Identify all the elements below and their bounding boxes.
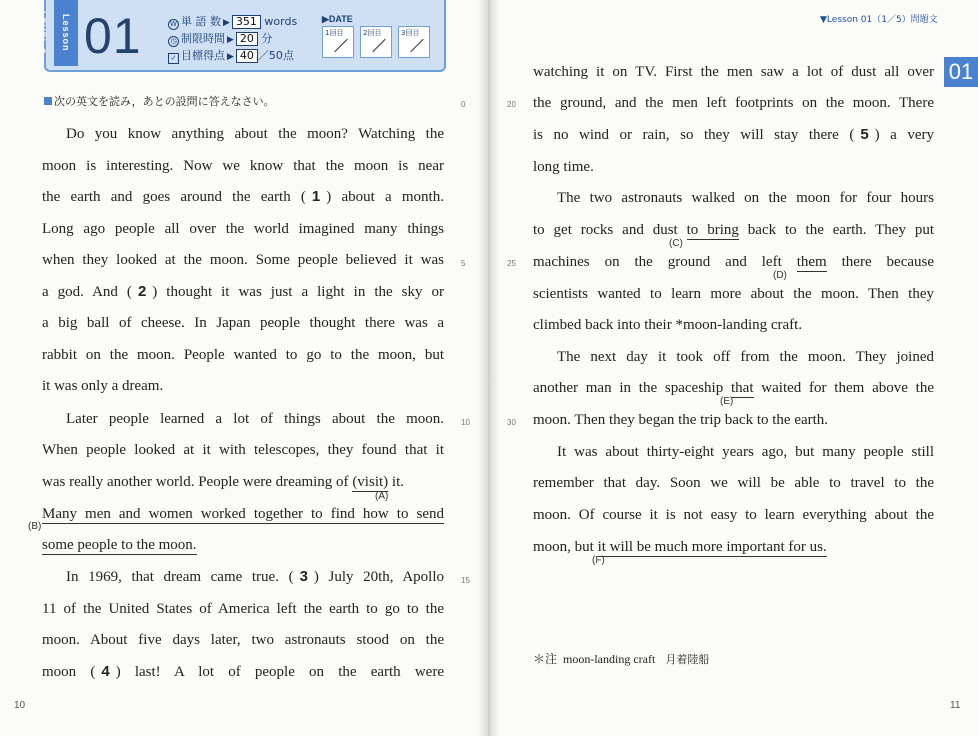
text-line bbox=[533, 537, 934, 557]
underlined-f[interactable]: it will be much more important for us. bbox=[597, 539, 827, 555]
text-line: Long ago people all over the world imagined many things bbox=[42, 221, 444, 237]
clock-icon: ◷ bbox=[168, 36, 179, 47]
arrow-right-icon: ▶ bbox=[227, 52, 234, 62]
score-label: 目標得点 bbox=[181, 49, 225, 62]
arrow-right-icon: ▶ bbox=[223, 18, 230, 28]
underlined-d[interactable]: them bbox=[796, 254, 827, 270]
text-line: climbed back into their *moon-landing craft. bbox=[533, 317, 803, 333]
text-line: 11 of the United States of America left the earth to go to the bbox=[42, 601, 444, 617]
lesson-level-tab: Lesson LEVEL 3 bbox=[54, 0, 78, 66]
arrow-right-icon: ▶ bbox=[227, 35, 234, 45]
text-segment: waited for them above the bbox=[761, 380, 934, 396]
footnote-translation: 月着陸船 bbox=[665, 653, 710, 666]
mark-a: (A) bbox=[375, 491, 389, 502]
date-box-label: 2回目 bbox=[363, 29, 382, 37]
date-label: ▶DATE bbox=[322, 14, 353, 24]
line-number: 25 bbox=[507, 259, 516, 268]
text-segment: ) last! A lot of people on the earth were bbox=[115, 664, 444, 680]
text-segment: the earth and goes around the earth ( bbox=[42, 189, 306, 205]
text-line bbox=[533, 252, 934, 272]
text-segment: ) a very bbox=[874, 127, 934, 143]
text-line bbox=[42, 535, 444, 555]
blank-3[interactable]: 3 bbox=[299, 568, 308, 585]
text-line: when they looked at the moon. Some people believed it was bbox=[42, 252, 444, 268]
text-segment: was really another world. People were dreaming of bbox=[42, 474, 349, 490]
underlined-b-cont[interactable]: some people to the moon. bbox=[42, 537, 197, 553]
book-gutter bbox=[478, 0, 500, 736]
text-segment: machines on the ground and left bbox=[533, 254, 782, 270]
text-line: remember that day. Soon we will be able to travel to the bbox=[533, 475, 934, 491]
underlined-c[interactable]: to bring bbox=[686, 222, 739, 238]
text-segment: back to the earth. They put bbox=[747, 222, 935, 238]
date-box-3[interactable] bbox=[398, 26, 430, 58]
text-line: Later people learned a lot of things about the moon. bbox=[66, 411, 444, 427]
checkbox-icon: ✓ bbox=[168, 53, 179, 64]
line-number: 30 bbox=[507, 418, 516, 427]
lesson-number: 01 bbox=[84, 8, 142, 64]
text-line bbox=[66, 567, 444, 587]
blank-4[interactable]: 4 bbox=[101, 663, 110, 680]
slash-mark bbox=[372, 39, 385, 52]
page-number-right: 11 bbox=[950, 700, 961, 711]
text-segment: is no wind or rain, so they will stay there ( bbox=[533, 127, 855, 143]
line-number: 20 bbox=[507, 100, 516, 109]
text-line bbox=[42, 662, 444, 682]
text-line: moon is interesting. Now we know that the moon is near bbox=[42, 158, 444, 174]
underlined-a[interactable]: (visit) bbox=[352, 474, 389, 490]
text-line: scientists wanted to learn more about the moon. Then they bbox=[533, 286, 934, 302]
slash-mark bbox=[410, 39, 423, 52]
text-segment: there because bbox=[841, 254, 934, 270]
underlined-b[interactable]: Many men and women worked together to find how to send bbox=[42, 506, 444, 522]
text-segment: a god. And ( bbox=[42, 284, 132, 300]
text-segment: ) thought it was just a light in the sky or bbox=[152, 284, 444, 300]
text-segment: In 1969, that dream came true. ( bbox=[66, 569, 294, 585]
date-box-label: 1回目 bbox=[325, 29, 344, 37]
text-line bbox=[533, 220, 934, 240]
lesson-side-tab: 01 bbox=[944, 57, 978, 87]
text-line: watching it on TV. First the men saw a lot of dust all over bbox=[533, 64, 934, 80]
text-line: the ground, and the men left footprints on the moon. There bbox=[533, 95, 934, 111]
page-number-left: 10 bbox=[14, 700, 26, 711]
time-label: 制限時間 bbox=[181, 32, 225, 45]
date-box-1[interactable] bbox=[322, 26, 354, 58]
text-line: a big ball of cheese. In Japan people thought there was a bbox=[42, 315, 444, 331]
footnote-mark: ＊注 bbox=[533, 652, 558, 666]
time-limit-row bbox=[168, 31, 272, 47]
text-segment: it. bbox=[391, 474, 404, 490]
running-head: ▼Lesson 01（1／5）問題文 bbox=[820, 15, 938, 25]
text-line: long time. bbox=[533, 159, 594, 175]
time-unit: 分 bbox=[261, 32, 273, 45]
mark-d: (D) bbox=[773, 270, 787, 281]
blank-1[interactable]: 1 bbox=[311, 188, 321, 205]
text-line: It was about thirty-eight years ago, but many people still bbox=[557, 444, 934, 460]
word-count-unit: words bbox=[264, 15, 298, 28]
text-line: moon. Of course it is not easy to learn everything about the bbox=[533, 507, 934, 523]
text-line: rabbit on the moon. People wanted to go to the moon, but bbox=[42, 347, 444, 363]
word-count-value: 351 bbox=[232, 15, 261, 29]
text-line bbox=[42, 504, 444, 524]
text-line: moon. Then they began the trip back to the earth. bbox=[533, 412, 829, 428]
square-bullet-icon bbox=[44, 97, 52, 105]
text-line: The two astronauts walked on the moon for four hours bbox=[557, 190, 934, 206]
date-box-label: 3回目 bbox=[401, 29, 420, 37]
line-number: 10 bbox=[461, 418, 470, 427]
text-segment: ) July 20th, Apollo bbox=[313, 569, 445, 585]
text-line: moon. About five days later, two astronauts stood on the bbox=[42, 632, 444, 648]
mark-b: (B) bbox=[28, 521, 42, 532]
mark-c: (C) bbox=[669, 238, 683, 249]
instruction-label: 次の英文を読み，あとの設問に答えなさい。 bbox=[54, 95, 275, 108]
text-line bbox=[533, 125, 934, 145]
blank-5[interactable]: 5 bbox=[860, 126, 869, 143]
word-count-row bbox=[168, 14, 297, 30]
text-line: Do you know anything about the moon? Watching the bbox=[66, 126, 444, 142]
text-segment: another man in the spaceship bbox=[533, 380, 724, 396]
text-line bbox=[533, 378, 934, 398]
slash-mark bbox=[334, 39, 347, 52]
footnote-term: moon-landing craft bbox=[563, 652, 656, 666]
text-segment: to get rocks and dust bbox=[533, 222, 678, 238]
text-line bbox=[42, 282, 444, 302]
line-number: 15 bbox=[461, 576, 470, 585]
date-box-2[interactable] bbox=[360, 26, 392, 58]
mark-f: (F) bbox=[592, 555, 605, 566]
instruction-text bbox=[44, 93, 275, 109]
blank-2[interactable]: 2 bbox=[137, 283, 147, 300]
text-line bbox=[42, 187, 444, 207]
text-line bbox=[42, 472, 444, 492]
text-line: The next day it took off from the moon. They joined bbox=[557, 349, 934, 365]
word-icon: W bbox=[168, 19, 179, 30]
time-value: 20 bbox=[236, 32, 258, 46]
line-number: 5 bbox=[461, 259, 466, 268]
score-value: 40 bbox=[236, 49, 258, 63]
footnote bbox=[533, 650, 709, 667]
target-score-row bbox=[168, 48, 294, 64]
text-segment: ) about a month. bbox=[326, 189, 444, 205]
text-line: When people looked at it with telescopes, they found that it bbox=[42, 442, 444, 458]
word-count-label: 単 語 数 bbox=[181, 15, 221, 28]
underlined-e[interactable]: that bbox=[731, 380, 754, 396]
text-line: it was only a dream. bbox=[42, 378, 164, 394]
text-segment: moon ( bbox=[42, 664, 96, 680]
text-segment: moon, but bbox=[533, 539, 594, 555]
score-unit: ／50点 bbox=[257, 49, 294, 62]
mark-e: (E) bbox=[720, 396, 734, 407]
line-number: 0 bbox=[461, 100, 466, 109]
